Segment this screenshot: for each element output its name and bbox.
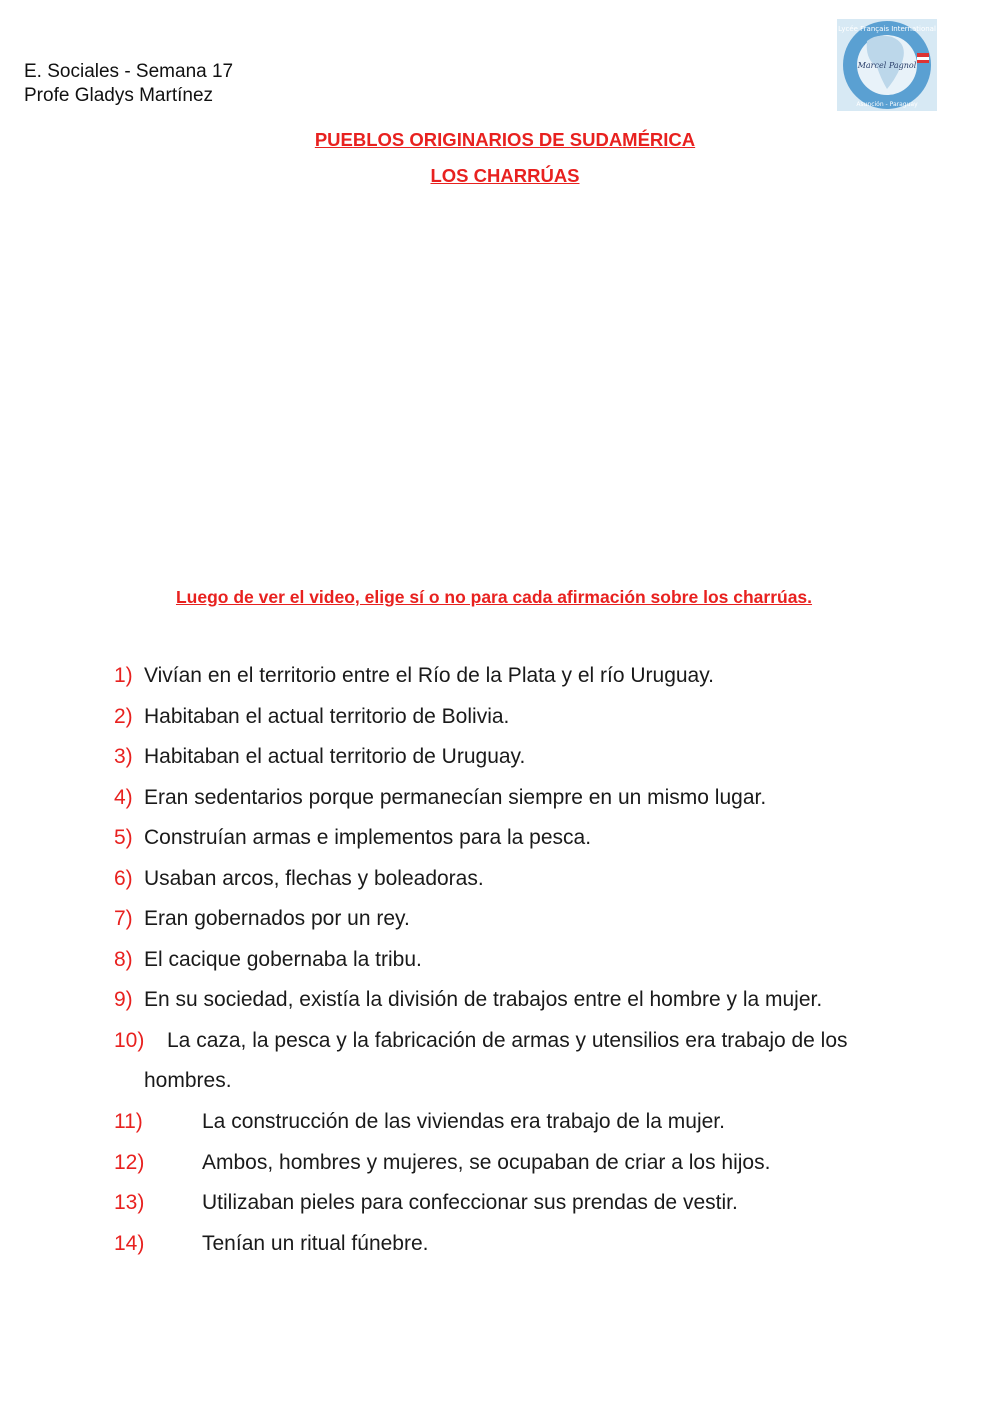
question-text: Eran sedentarios porque permanecían siempre en un mismo lugar. (144, 786, 767, 809)
question-number: 8) (114, 948, 133, 971)
question-number: 7) (114, 907, 133, 930)
question-number: 1) (114, 664, 133, 687)
logo-ring-text-top: Lycée Français International (838, 25, 936, 33)
question-text: Tenían un ritual fúnebre. (202, 1232, 429, 1255)
header-subject-week: E. Sociales - Semana 17 (24, 61, 234, 82)
question-text: El cacique gobernaba la tribu. (144, 948, 422, 971)
page-subtitle: LOS CHARRÚAS (430, 165, 580, 186)
question-text: Eran gobernados por un rey. (144, 907, 410, 930)
question-text: La caza, la pesca y la fabricación de armas y utensilios era trabajo de los (167, 1029, 848, 1052)
logo-ring-text-bottom: Asunción - Paraguay (856, 101, 918, 108)
question-text: Usaban arcos, flechas y boleadoras. (144, 867, 484, 890)
question-text: Construían armas e implementos para la pesca. (144, 826, 592, 849)
question-number: 14) (114, 1232, 145, 1255)
question-text: En su sociedad, existía la división de trabajos entre el hombre y la mujer. (144, 988, 823, 1011)
question-text: La construcción de las viviendas era trabajo de la mujer. (202, 1110, 725, 1133)
page-title: PUEBLOS ORIGINARIOS DE SUDAMÉRICA (314, 129, 696, 150)
question-number: 12) (114, 1151, 145, 1174)
logo-center-text: Marcel Pagnol (857, 61, 917, 70)
question-number: 4) (114, 786, 133, 809)
question-text: Habitaban el actual territorio de Uruguay. (144, 745, 526, 768)
question-text: Habitaban el actual territorio de Bolivia. (144, 705, 510, 728)
instructions: Luego de ver el video, elige sí o no para cada afirmación sobre los charrúas. (175, 587, 813, 607)
question-number: 6) (114, 867, 133, 890)
question-number: 11) (114, 1110, 143, 1133)
question-number: 5) (114, 826, 133, 849)
question-text: Utilizaban pieles para confeccionar sus prendas de vestir. (202, 1191, 738, 1214)
question-text: Vivían en el territorio entre el Río de la Plata y el río Uruguay. (144, 664, 715, 687)
question-number: 2) (114, 705, 133, 728)
question-number: 13) (114, 1191, 145, 1214)
question-number: 10) (114, 1029, 145, 1052)
question-text-continuation: hombres. (144, 1069, 232, 1092)
question-number: 9) (114, 988, 133, 1011)
question-text: Ambos, hombres y mujeres, se ocupaban de criar a los hijos. (202, 1151, 771, 1174)
question-number: 3) (114, 745, 133, 768)
school-logo (837, 19, 937, 111)
header-teacher: Profe Gladys Martínez (24, 85, 214, 106)
